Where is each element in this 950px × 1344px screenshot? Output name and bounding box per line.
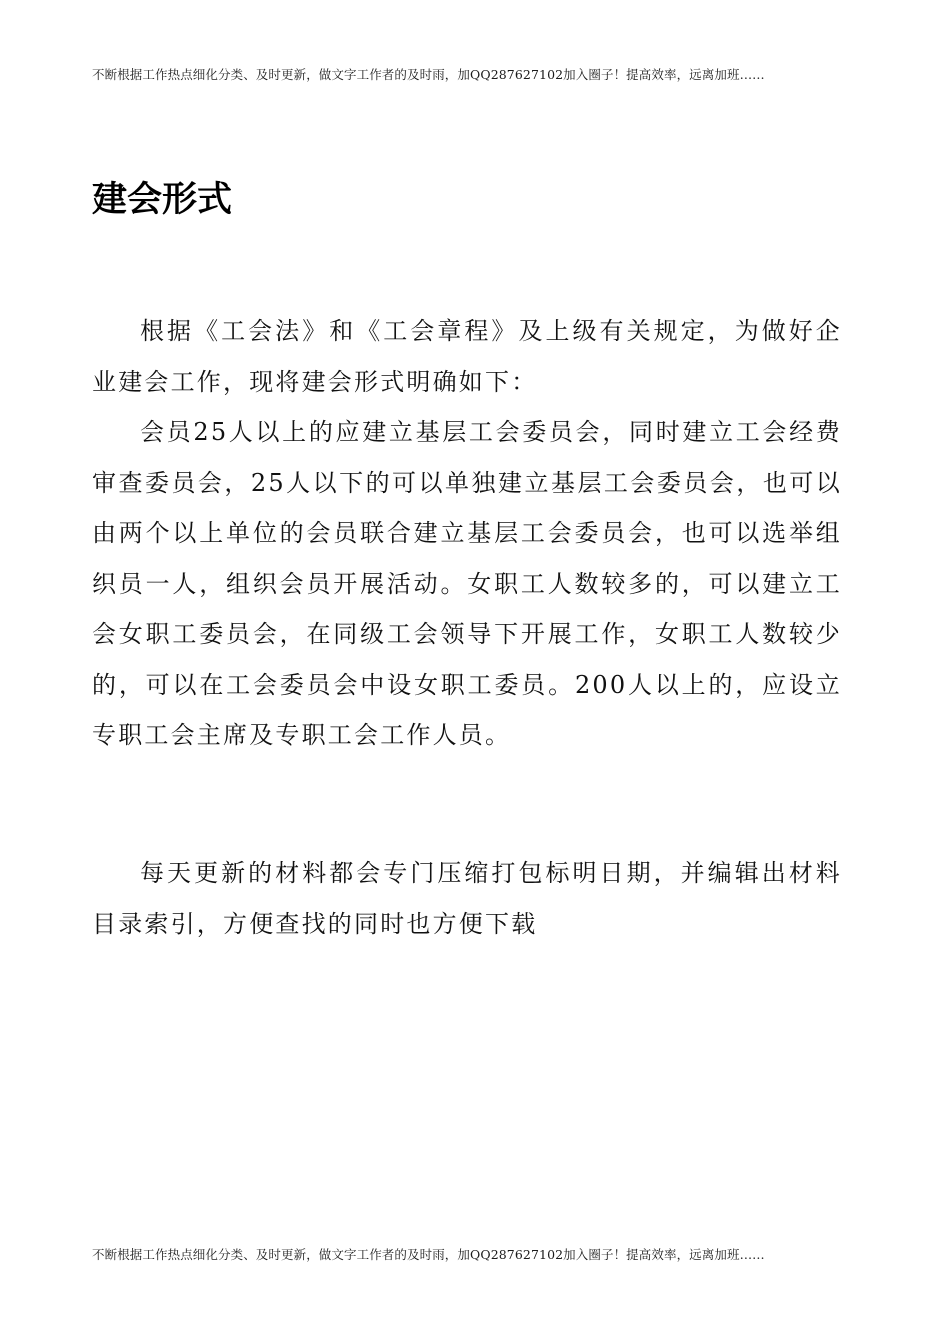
document-title: 建会形式	[92, 180, 233, 220]
page-footer: 不断根据工作热点细化分类、及时更新，做文字工作者的及时雨，加QQ287627102加入圈子！提高效率，远离加班……	[92, 1247, 765, 1262]
paragraph-intro: 根据《工会法》和《工会章程》及上级有关规定，为做好企业建会工作，现将建会形式明确如下：	[92, 317, 842, 396]
download-note	[92, 848, 842, 949]
document-body	[92, 306, 842, 761]
note-paragraph: 每天更新的材料都会专门压缩打包标明日期，并编辑出材料目录索引，方便查找的同时也方便下载	[92, 859, 842, 938]
paragraph-main: 会员25人以上的应建立基层工会委员会，同时建立工会经费审查委员会，25人以下的可以单独建立基层工会委员会，也可以由两个以上单位的会员联合建立基层工会委员会，也可以选举组织员一人，组织会员开展活动。女职工人数较多的，可以建立工会女职工委员会，在同级工会领导下开展工作，女职工人数较少的，可以在工会委员会中设女职工委员。200人以上的，应设立专职工会主席及专职工会工作人员。	[92, 418, 842, 749]
page-header: 不断根据工作热点细化分类、及时更新，做文字工作者的及时雨，加QQ287627102加入圈子！提高效率，远离加班……	[92, 67, 765, 82]
